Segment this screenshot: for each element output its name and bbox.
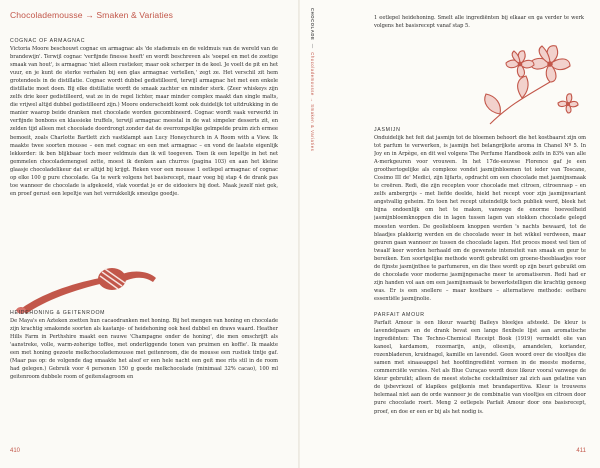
running-head-title: CHOCOLADE	[310, 8, 315, 41]
body-text-honey	[10, 317, 278, 437]
body-text-amour	[374, 319, 586, 431]
body-text-jasmine	[374, 134, 586, 308]
jasmine-icon	[485, 46, 578, 124]
running-head-text: CHOCOLADE — Chocolademousse → Smaken & Variaties	[310, 8, 315, 152]
section-heading-honey: HEIDEHONING & GEITENROOM	[10, 310, 106, 316]
paragraph-honey: De Maya's en Azteken zoetten hun cacaodranken met honing. Bij het mengen van honing en chocolade zijn krachtig smakende soorten als kastanje- of heidehoning ook heel dubbel en draws waard. Heather Hills Farm in Perthshire maakt een rauwe 'Champagne onder de honing', die men omschrijft als 'aanstreke, volle, warm-zoherige toffee, met onderliggende tonen van pruimen en koffie'. Ik maakte een met honing gezoete melkchocolademousse met geitenroom, die de mousse een rustiek tintje gaf. (Maar pas op: de volgende dag smaakte het alsof er een hele nacht een geit mee rits stil in de room had gelegen.) Gebruik voor 4 personen 150 g goede melkchocolade (minimaal 32% cacao), 100 ml geitenroom dubbele room of geitenslagroom en	[10, 318, 278, 381]
body-text-intro	[374, 14, 584, 34]
paragraph-amour: Parfait Amour is een likeur waarbij Baileys bleekjes afsteekt. De kleur is lavendelpaars en de drank bevat een lange flexibele lijst aan aromatische ingrediënten: The Techno-Chemical Receipt Book (1919) vermeldt olie van kaneel, kardamom, rozemarijn, anijs, oliesnijs, amandelen, koriander, rozenbladeren, kruidnagel, kamille en lavendel. Geen woord over de viooltjes die samen met sinaasappel het hoofdingrediënt vormen in de meeste moderne, commerciële versies. Net als Blue Curaçao wordt deze likeur vooral vanwege de kleur gebruikt; alleen de meest stoïsche cocktailmixer zal zich aan gelatine van de ijsbevriezel of klapikes gelijkenis met brandaperitiva. Kleur is trouwens helemaal niet aan de orde wanneer je de combinatie van viooltjes en citroen door pure chocolade roert. Meng 2 eetlepels Parfait Amour door ons basisrecept, proef, en doe er een er bij als het nodig is.	[374, 320, 586, 415]
paragraph-jasmine: Onduidelijk het feit dat jasmijn tot de bloemen behoort die het kostbaarst zijn om tot parfum te verwerken, is jasmijn het belangrijkste aroma in Chanel Nº 5. In Joy en in Arpège, en dit wel volgens The Perfume Handbook zelfs in 83% van alle A-merkgeuren voor vrouwen. In het 17de-eeuwse Florence gaf je een groothertogelijke als complexe vondst jasmijnbloemen tot ieder van Toscane, Cosimo III de' Medici, zijn lijfarts, opdracht om een chocolade met jasmijnsmaak te creëren. Redi, die zijn recepten voor chocolade met citroen, citroenrasp – en zelfs ambergrijs – met liefde deelde, hield het recept voor zijn jasmijnvariant angstvallig geheim. En toen het recept uiteindelijk toch publiek werd, bleek het bijna ondoenlijk om het te maken, vanwege de enorme hoeveelheid jasmijnbloemknoppen die in lagen tussen lagen van stokken chocolade gelegd moesten worden. De geoliebloem knoppen werden 's nachts bewaard, tot de blaadjes plakkerig werden en de chocolade weer in het wikkel verdween, maar geuren gaan wanneer ze tussen de chocolade lagen. Het proces moest wel tien of twaalf keer worden herhaald om de gewenste intensiteit van smaak en geur te bereiken. Een soortgelijke methode wordt gebruikt om groene-theeblaadjes voor de fijnste jasmijnthee te parfumeren, en die thee wordt op zijn beurt gebruikt om de chocolade voor moderne jasmijngenache meer te aromatiseren. Redi had er zijn handen vol aan om een jasmijnsmaak te bewerkstelligen die krachtig genoeg was. Er is een snellere – maar kostbare – alternatieve methode: eetbare essentiële jasmijnolie.	[374, 135, 586, 302]
running-head-subtitle: Chocolademousse → Smaken & Variaties	[310, 52, 315, 152]
page-number-right: 411	[576, 448, 586, 454]
paragraph-intro: 1 eetlepel heidehoning. Smelt alle ingrediënten bij elkaar en ga verder te werk volgens het basisrecept vanaf stap 5.	[374, 15, 584, 30]
paragraph-cognac: Victoria Moore beschouwt cognac en armagnac als 'de stadsmuis en de veldmuis van de wereld van de brandewijn'. Terwijl cognac 'verfijnde finesse heeft' en wordt beschreven als 'soepel en met de zoetige smaak van hout', is armagnac 'niet alleen rustieker, maar ook scherper in de keel. Je voelt de pit en het vuur, en je kunt de sterke verhalen bij een glas armagnac vertellen,' zegt ze. Het verschil zit hem grotendeels in de distillatie. Cognac wordt dubbel gedistilleerd, terwijl armagnac het met een enkele distillatie moet doen. Bij elke distillatie wordt de smaak zachter en minder sterk. (Zeer whiskeys zijn zelfs drie keer gedistilleerd, wat ze in de regel lichter, maar minder complex maakt dan single malts, die vrijwel altijd dubbel gedistilleerd zijn.) Moore onderscheidt komt ook duidelijk tot uitdrukking in de manier waarop beide dranken met chocolade worden gecombineerd. Cognac wordt vaak verwerkt in verfijnde bonbons en klassieke truffels, terwijl armagnac meestal in de wat simpeler desserts zit, en zelden tijd alleen met chocolade doordrongt zonder dat de overrompelijke geïmpelde pruim zich ermee bemoeit, zoals Charlotte Bartlett zich vastklampt aan Lucy Honeychurch in A Room with a View. Ik maakte twee soorten mousse – een met cognac en een met armagnac – en vond de laatste eigenlijk lekkerder: ik ben blijkbaar toch meer veldmuis dan ik wil toegeven. Toen ik een lepeltje in het net gemmelen chocolademengsel zette, moest ik denken aan churros (pagina 103) en aan het kleine glaasje chocoladelikeur dat er altijd bij krijgt. Reken voor een mousse 1 eetlepel armagnac of cognac op elke 100 g pure chocolade. Ga te werk volgens het basisrecept, maar voeg bij stap 4 de drank pas toe wanneer de chocolade is afgekoeld, vlak voordat je er de eidooiers bij doet. Maak jezelf niet gek, en proef gerust een lepeltje van het verrukkelijk smeuïge goedje.	[10, 46, 278, 197]
section-heading-amour: PARFAIT AMOUR	[374, 312, 425, 318]
jasmine-flower-illustration	[470, 34, 586, 134]
page-number-left: 410	[10, 448, 21, 454]
honey-dipper-icon	[16, 268, 156, 314]
breadcrumb: Chocolademousse → Smaken & Variaties	[10, 10, 173, 20]
vertical-running-head	[306, 8, 318, 248]
body-text-cognac	[10, 45, 278, 273]
section-heading-cognac: COGNAC OF ARMAGNAC	[10, 38, 86, 44]
section-heading-jasmine: JASMIJN	[374, 127, 401, 133]
